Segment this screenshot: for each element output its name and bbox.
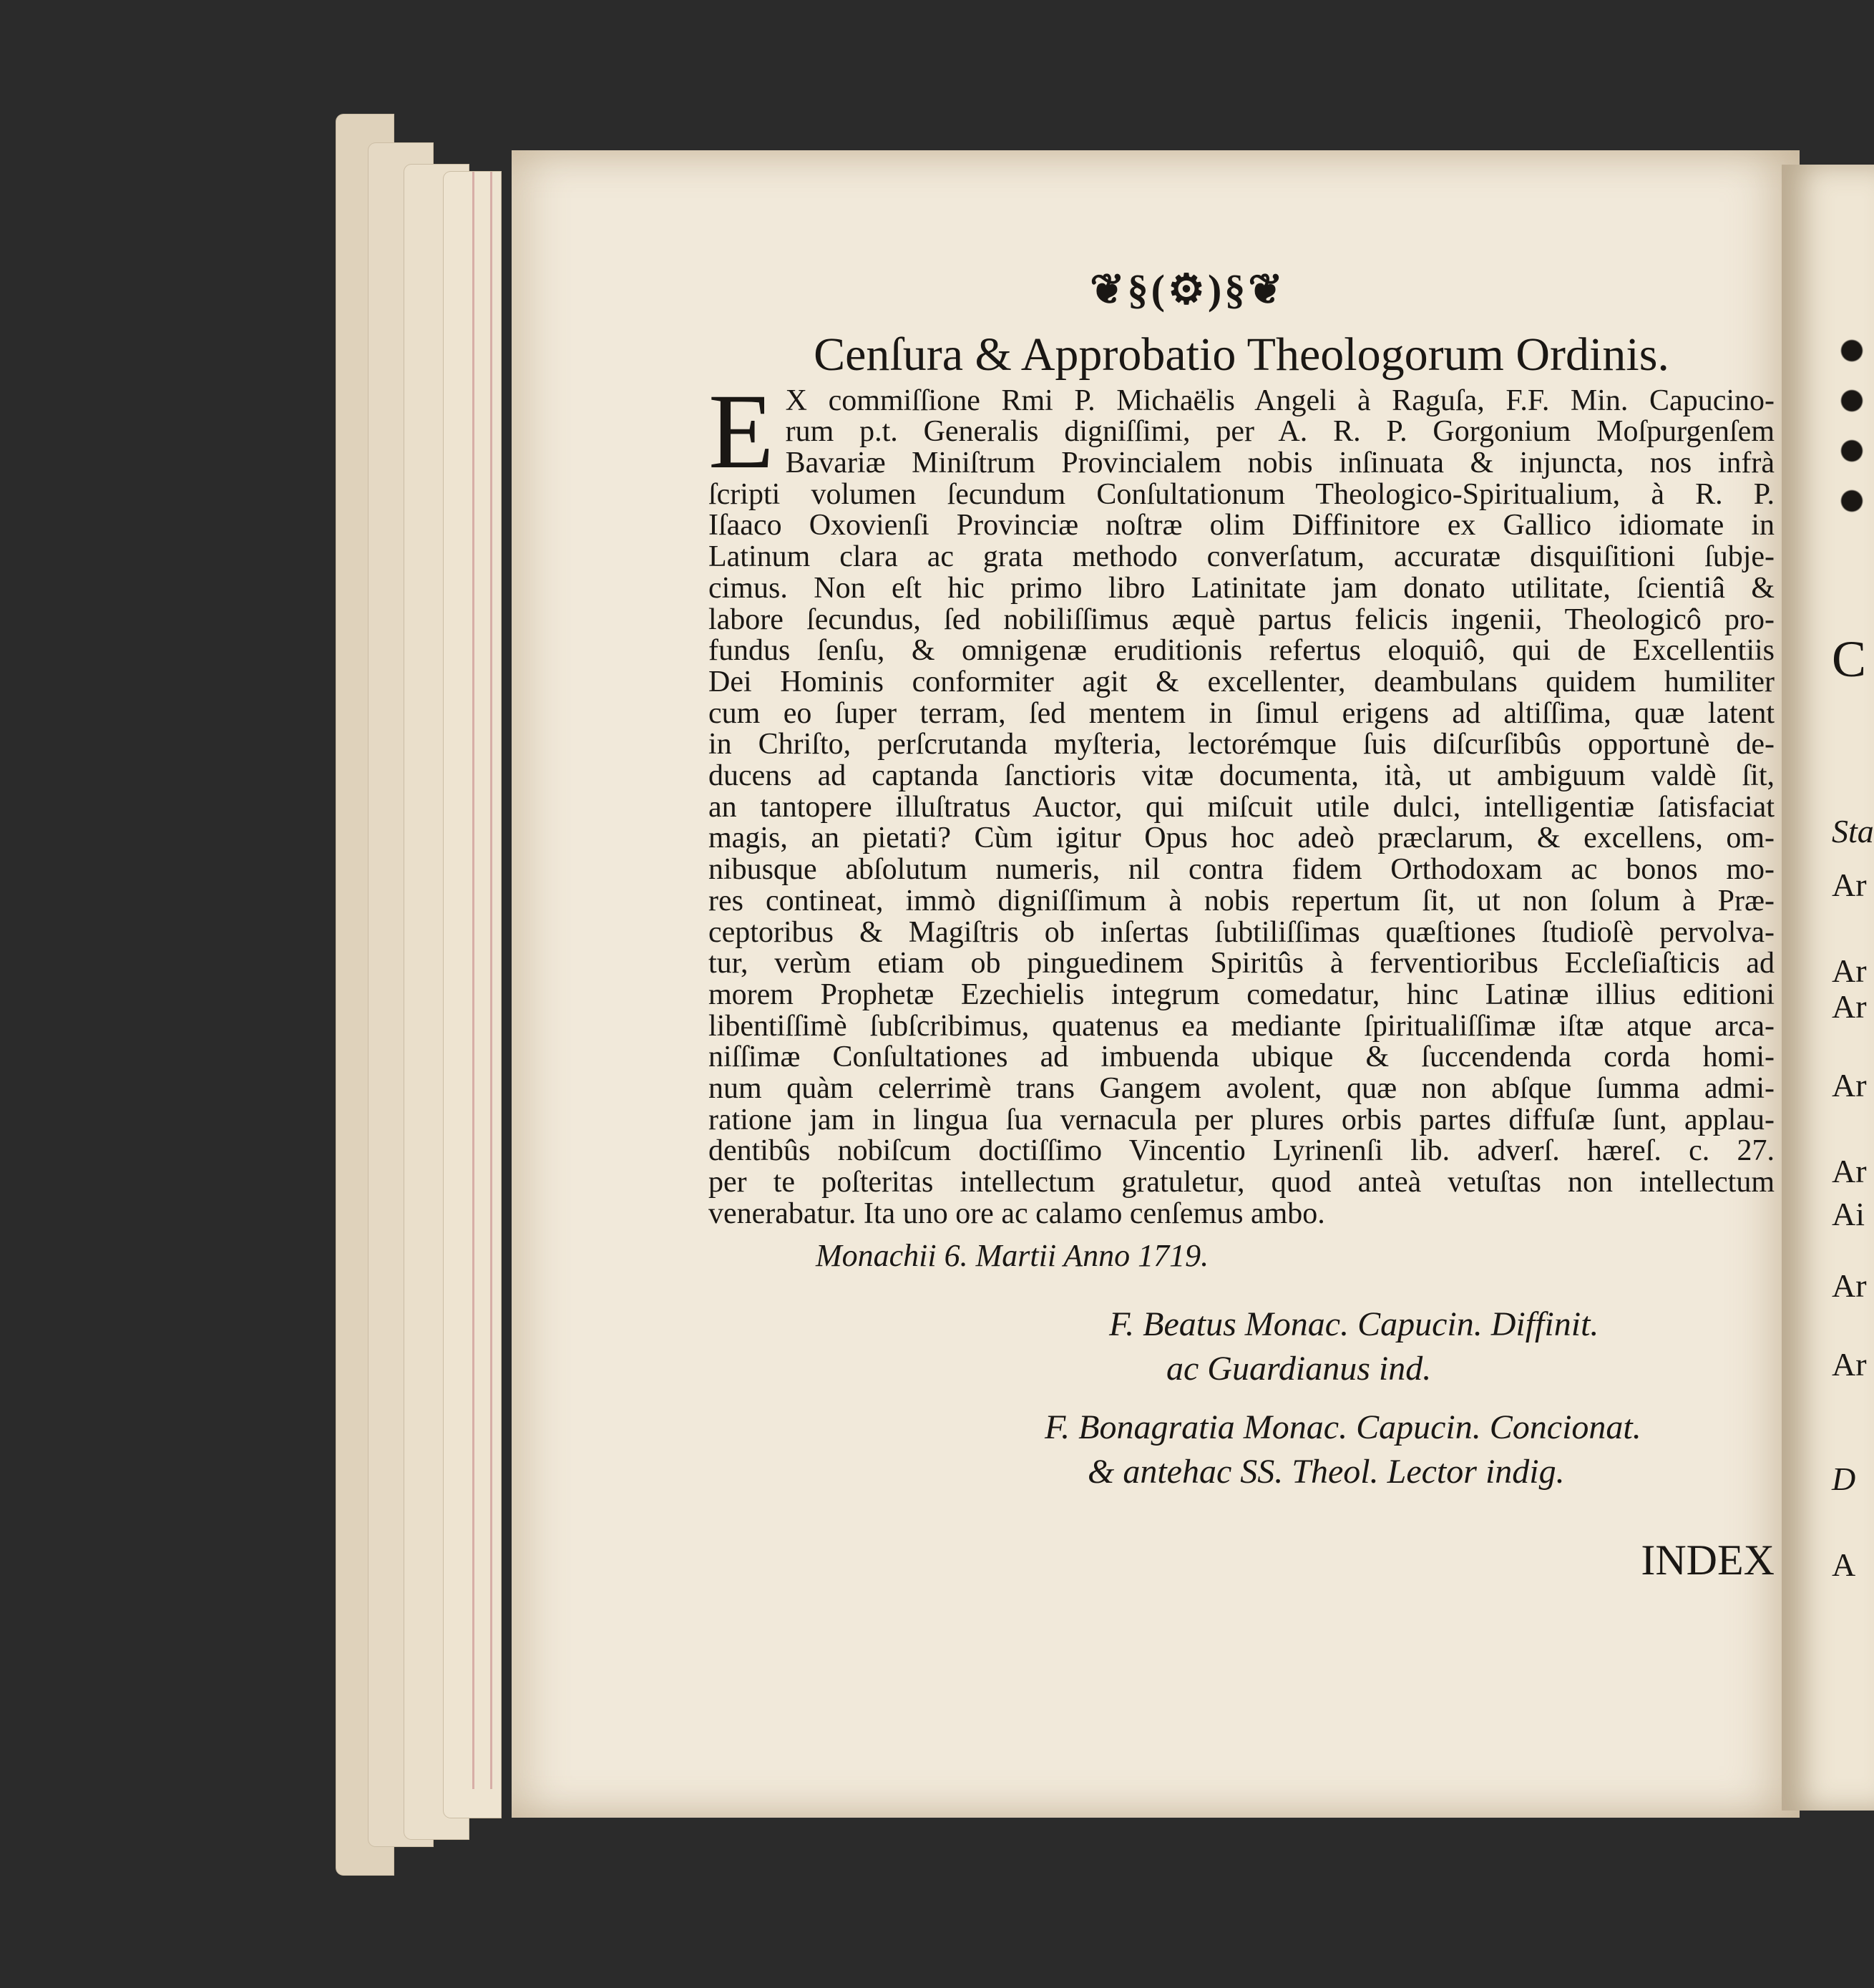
text-line: tur, verùm etiam ob pinguedinem Spiritûs à ferventioribus Eccleſiaſticis ad <box>708 948 1775 980</box>
facing-page-fragment: A <box>1832 1546 1856 1583</box>
text-line: ſcripti volumen ſecundum Conſultationum Theologico-Spiritualium, à R. P. <box>708 479 1775 511</box>
page-content <box>708 265 1775 1585</box>
drop-cap: E <box>708 371 774 491</box>
text-line: ceptoribus & Magiſtris ob inſertas ſubtiliſſimas quæſtiones ſtudioſè pervolva- <box>708 917 1775 949</box>
text-line: cimus. Non eſt hic primo libro Latinitate jam donato utilitate, ſcientiâ & <box>708 572 1775 605</box>
ornament-header: ❦§(⚙)§❦ <box>1090 266 1286 313</box>
signatures <box>708 1302 1775 1494</box>
signature-line: F. Bonagratia Monac. Capucin. Concionat. <box>1045 1408 1641 1446</box>
facing-page-fragment: Ai <box>1832 1196 1865 1232</box>
text-line: libentiſſimè ſubſcribimus, quatenus ea mediante ſpiritualiſſimæ iſtæ atque arca- <box>708 1010 1775 1043</box>
text-line: ratione jam in lingua ſua vernacula per plures orbis partes diffuſæ ſunt, applau- <box>708 1104 1775 1136</box>
text-line: labore ſecundus, ſed nobiliſſimus æquè partus felicis ingenii, Theologicô pro- <box>708 604 1775 636</box>
page-title: Cenſura & Approbatio Theologorum Ordinis. <box>814 328 1669 381</box>
facing-page-fragment: D <box>1832 1461 1856 1497</box>
text-line: cum eo ſuper terram, ſed mentem in ſimul erigens ad altiſſima, quæ latent <box>708 698 1775 730</box>
text-line: res contineat, immò digniſſimum à nobis repertum ſit, ut non ſolum à Præ- <box>708 885 1775 917</box>
text-line: dentibûs nobiſcum doctiſſimo Vincentio Lyrinenſi lib. adverſ. hæreſ. c. 27. <box>708 1136 1775 1168</box>
text-line: ducens ad captanda ſanctioris vitæ documenta, ità, ut ambiguum valdè ſit, <box>708 761 1775 792</box>
text-line: fundus ſenſu, & omnigenæ eruditionis refertus eloquiô, qui de Excellentiis <box>708 635 1775 667</box>
place-date: Monachii 6. Martii Anno 1719. <box>816 1237 1209 1273</box>
text-line: venerabatur. Ita uno ore ac calamo cenſemus ambo. <box>708 1198 1325 1230</box>
text-lines <box>708 371 1775 1230</box>
text-line: niſſimæ Conſultationes ad imbuenda ubique & ſuccendenda corda homi- <box>708 1042 1775 1074</box>
facing-page-fragment: Ar <box>1832 988 1867 1025</box>
signature-line: & antehac SS. Theol. Lector indig. <box>1088 1452 1565 1491</box>
text-line: num quàm celerrimè trans Gangem avolent, quæ non abſque ſumma admi- <box>708 1073 1775 1105</box>
facing-page-fragment: Ar <box>1832 1067 1867 1103</box>
text-line: Iſaaco Oxovienſi Provinciæ noſtræ olim Diffinitore ex Gallico idiomate in <box>708 510 1775 542</box>
text-line: morem Prophetæ Ezechielis integrum comedatur, hinc Latinæ illius editioni <box>708 979 1775 1011</box>
text-line: Bavariæ Miniſtrum Provincialem nobis inſinuata & injuncta, nos infrà <box>785 448 1775 479</box>
facing-page-fragment: C <box>1832 630 1867 688</box>
text-line: magis, an pietati? Cùm igitur Opus hoc adeò præclarum, & excellens, om- <box>708 823 1775 855</box>
facing-page-fragment: Ar <box>1832 867 1867 903</box>
text-line: X commiſſione Rmi P. Michaëlis Angeli à Raguſa, F.F. Min. Capucino- <box>785 385 1775 417</box>
red-page-edge <box>490 172 492 1789</box>
text-line: nibusque abſolutum numeris, nil contra fidem Orthodoxam ac bonos mo- <box>708 854 1775 886</box>
catchword: INDEX <box>1641 1536 1775 1584</box>
text-line: rum p.t. Generalis digniſſimi, per A. R. P. Gorgonium Moſpurgenſem <box>785 416 1775 448</box>
text-line: per te poſteritas intellectum gratuletur, quod anteà vetuſtas non intellectum <box>708 1167 1775 1199</box>
text-line: an tantopere illuſtratus Auctor, qui miſcuit utile dulci, intelligentiæ ſatisfaciat <box>708 791 1775 824</box>
facing-page-ornament <box>1823 329 1874 522</box>
facing-page-fragment: Ar <box>1832 1153 1867 1189</box>
signature-line: F. Beatus Monac. Capucin. Diffinit. <box>1109 1305 1599 1343</box>
facing-page-fragment: Ar <box>1832 952 1867 989</box>
text-line: Latinum clara ac grata methodo converſatum, accuratæ disquiſitioni ſubje- <box>708 542 1775 573</box>
facing-page-fragment: Ar <box>1832 1346 1867 1383</box>
facing-page-fragment: Sta <box>1832 813 1874 849</box>
text-line: in Chriſto, perſcrutanda myſteria, lectorémque ſuis diſcurſibûs opportunè de- <box>708 729 1775 761</box>
signature-line: ac Guardianus ind. <box>1166 1349 1432 1388</box>
facing-page-fragment: Ar <box>1832 1267 1867 1304</box>
red-page-edge <box>472 172 474 1789</box>
censura-body <box>708 371 1775 1230</box>
text-line: Dei Hominis conformiter agit & excellenter, deambulans quidem humiliter <box>708 666 1775 698</box>
